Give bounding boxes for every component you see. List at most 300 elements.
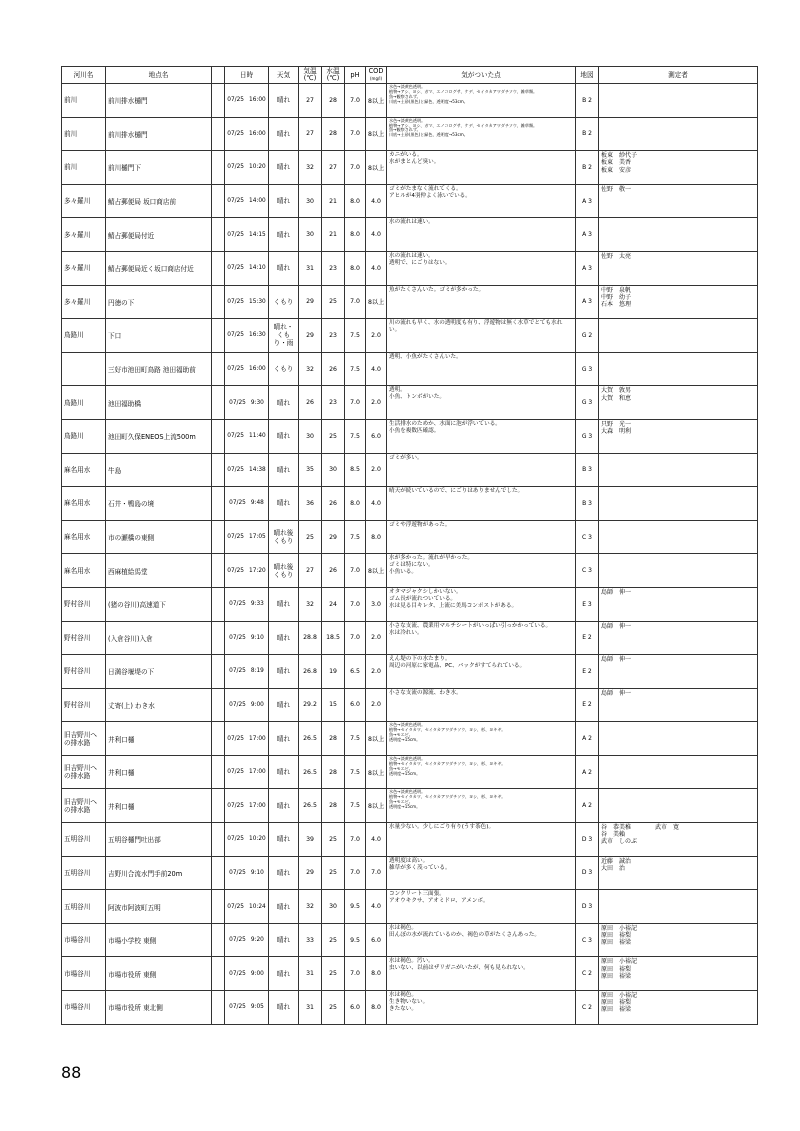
- time-value: 9:00: [250, 970, 264, 977]
- time-value: 17:00: [249, 769, 266, 776]
- observer-cell: [599, 184, 758, 218]
- river-name-cell: 野村谷川: [62, 655, 106, 689]
- header-notes: 気がついた点: [387, 67, 576, 84]
- site-name-cell: 三好市池田町鳥路 池田福助前: [106, 352, 212, 386]
- cod-cell: 8以上: [366, 722, 387, 756]
- river-name-cell: 前川: [62, 151, 106, 185]
- weather-cell: 晴れ: [269, 218, 299, 252]
- datetime-cell: [225, 755, 269, 789]
- river-name-cell: 麻名用水: [62, 453, 106, 487]
- map-cell: B 2: [576, 84, 599, 118]
- river-name-cell: 鳥路川: [62, 419, 106, 453]
- map-cell: A 3: [576, 184, 599, 218]
- observer-name: 板東 安彦: [601, 166, 632, 174]
- air-temp-cell: 29.2: [299, 688, 322, 722]
- ph-cell: 7.5: [345, 520, 366, 554]
- cod-cell: 7.0: [366, 856, 387, 890]
- ph-cell: 7.0: [345, 151, 366, 185]
- water-temp-cell: 28: [322, 755, 345, 789]
- datetime-cell: [225, 621, 269, 655]
- observer-name: 谷 美賴: [601, 831, 626, 839]
- site-name-cell: 丈寄(上) わき水: [106, 688, 212, 722]
- water-temp-cell: 25: [322, 285, 345, 319]
- datetime-cell: [225, 554, 269, 588]
- ph-cell: 8.5: [345, 453, 366, 487]
- date-value: 07/25: [227, 332, 244, 339]
- header-water-temp-label: 水温: [326, 67, 340, 75]
- map-cell: G 2: [576, 319, 599, 353]
- datetime-cell: [225, 823, 269, 857]
- air-temp-cell: 28.8: [299, 621, 322, 655]
- date-value: 07/25: [227, 366, 244, 373]
- ph-cell: 8.0: [345, 487, 366, 521]
- ph-cell: 7.5: [345, 722, 366, 756]
- river-name-cell: 麻名用水: [62, 554, 106, 588]
- ph-cell: 7.0: [345, 587, 366, 621]
- date-value: 07/25: [227, 735, 244, 742]
- blank-cell: [212, 890, 225, 924]
- notes-cell: ゴミがたまなく流れてくる。 アヒルが4羽仲よく泳いでいる。: [387, 184, 576, 218]
- observer-cell: [599, 957, 758, 991]
- weather-cell: 晴れ: [269, 856, 299, 890]
- header-datetime: 日時: [225, 67, 269, 84]
- site-name-cell: 池田町久保ENEOS上流500m: [106, 419, 212, 453]
- weather-cell: 晴れ: [269, 453, 299, 487]
- water-temp-cell: 25: [322, 923, 345, 957]
- observer-cell: [599, 251, 758, 285]
- river-name-cell: 五明谷川: [62, 890, 106, 924]
- table-row: [62, 184, 758, 218]
- observer-name: 島師 伸一: [601, 689, 632, 697]
- weather-cell: 晴れ: [269, 755, 299, 789]
- ph-cell: 7.0: [345, 117, 366, 151]
- observer-name: 原田 裕梁: [601, 1006, 632, 1014]
- blank-cell: [212, 923, 225, 957]
- air-temp-cell: 31: [299, 991, 322, 1025]
- time-value: 16:30: [249, 332, 266, 339]
- weather-cell: 晴れ: [269, 655, 299, 689]
- observer-name: 原田 小裕記: [601, 992, 638, 1000]
- observer-cell: [599, 554, 758, 588]
- weather-cell: 晴れ: [269, 957, 299, 991]
- map-cell: C 3: [576, 554, 599, 588]
- site-name-cell: 阿波市阿波町五明: [106, 890, 212, 924]
- river-name-cell: 市場谷川: [62, 957, 106, 991]
- header-cod-unit: (mg/l): [369, 76, 382, 81]
- site-name-cell: 吉野川合流水門手前20m: [106, 856, 212, 890]
- datetime-cell: [225, 890, 269, 924]
- date-value: 07/25: [227, 836, 244, 843]
- water-temp-cell: 18.5: [322, 621, 345, 655]
- blank-cell: [212, 554, 225, 588]
- observer-cell: [599, 688, 758, 722]
- river-name-cell: 市場谷川: [62, 923, 106, 957]
- datetime-cell: [225, 352, 269, 386]
- map-cell: C 3: [576, 923, 599, 957]
- weather-cell: 晴れ: [269, 789, 299, 823]
- river-name-cell: 多々羅川: [62, 251, 106, 285]
- weather-cell: 晴れ: [269, 386, 299, 420]
- notes-cell: 晴天が続いているので、にごりはありませんでした。: [387, 487, 576, 521]
- water-temp-cell: 28: [322, 722, 345, 756]
- notes-cell: 水色→淡黄色透明。 植物→セイタカワ、セイタカアワダチソウ、ヨシ、杉、ヨキギ。 魚→モエビ。 透明度→15cm。: [387, 789, 576, 823]
- cod-cell: 8以上: [366, 789, 387, 823]
- date-value: 07/25: [227, 298, 244, 305]
- weather-cell: 晴れ: [269, 823, 299, 857]
- header-water-temp: [322, 67, 345, 84]
- cod-cell: 2.0: [366, 688, 387, 722]
- ph-cell: 6.0: [345, 688, 366, 722]
- site-name-cell: 鯖占郵便局 坂口商店前: [106, 184, 212, 218]
- water-temp-cell: 25: [322, 823, 345, 857]
- date-value: 07/25: [229, 500, 246, 507]
- site-name-cell: 西麻植給馬堂: [106, 554, 212, 588]
- observer-cell: [599, 923, 758, 957]
- cod-cell: 2.0: [366, 386, 387, 420]
- river-name-cell: 旧吉野川への排水路: [62, 755, 106, 789]
- water-temp-cell: 30: [322, 890, 345, 924]
- blank-cell: [212, 117, 225, 151]
- site-name-cell: 鯖占郵便局付近: [106, 218, 212, 252]
- weather-cell: くもり: [269, 285, 299, 319]
- map-cell: D 3: [576, 856, 599, 890]
- weather-cell: 晴れ: [269, 251, 299, 285]
- cod-cell: 8以上: [366, 84, 387, 118]
- date-value: 07/25: [229, 701, 246, 708]
- header-site: 地点名: [106, 67, 212, 84]
- datetime-cell: [225, 184, 269, 218]
- water-temp-cell: 27: [322, 151, 345, 185]
- map-cell: C 2: [576, 957, 599, 991]
- air-temp-cell: 27: [299, 554, 322, 588]
- header-blank: [212, 67, 225, 84]
- cod-cell: 8以上: [366, 755, 387, 789]
- blank-cell: [212, 386, 225, 420]
- river-name-cell: 前川: [62, 117, 106, 151]
- page-number: 88: [61, 1063, 82, 1082]
- cod-cell: 4.0: [366, 251, 387, 285]
- cod-cell: 8以上: [366, 285, 387, 319]
- blank-cell: [212, 218, 225, 252]
- cod-cell: 4.0: [366, 184, 387, 218]
- water-temp-cell: 26: [322, 352, 345, 386]
- map-cell: A 3: [576, 218, 599, 252]
- date-value: 07/25: [227, 433, 244, 440]
- table-row: [62, 688, 758, 722]
- observer-name: 板東 美香: [601, 159, 632, 167]
- air-temp-cell: 30: [299, 218, 322, 252]
- air-temp-cell: 26: [299, 386, 322, 420]
- notes-cell: 透明度は高い。 雑草が多く茂っている。: [387, 856, 576, 890]
- notes-cell: 水の流れは速い。: [387, 218, 576, 252]
- notes-cell: オタマジャクシしかいない。 ゴム長が流れついている。 水は見る目キレタ、上流に美馬コンポストがある。: [387, 587, 576, 621]
- water-temp-cell: 25: [322, 957, 345, 991]
- river-name-cell: 多々羅川: [62, 184, 106, 218]
- time-value: 9:20: [250, 937, 264, 944]
- water-temp-cell: 19: [322, 655, 345, 689]
- date-value: 07/25: [227, 97, 244, 104]
- site-name-cell: 前川排水樋門: [106, 117, 212, 151]
- datetime-cell: [225, 487, 269, 521]
- notes-cell: 水は褐色。 田んぼの水が流れているのか、褐色の草がたくさんあった。: [387, 923, 576, 957]
- ph-cell: 7.5: [345, 789, 366, 823]
- datetime-cell: [225, 655, 269, 689]
- blank-cell: [212, 655, 225, 689]
- map-cell: E 2: [576, 621, 599, 655]
- observer-cell: [599, 84, 758, 118]
- observer-name: 原田 裕梨: [601, 965, 632, 973]
- time-value: 8:19: [250, 668, 264, 675]
- datetime-cell: [225, 688, 269, 722]
- time-value: 10:20: [249, 164, 266, 171]
- air-temp-cell: 32: [299, 151, 322, 185]
- table-row: [62, 923, 758, 957]
- water-temp-cell: 30: [322, 453, 345, 487]
- time-value: 17:00: [249, 802, 266, 809]
- datetime-cell: [225, 453, 269, 487]
- air-temp-cell: 26.5: [299, 722, 322, 756]
- cod-cell: 8以上: [366, 151, 387, 185]
- table-body: [62, 84, 758, 1025]
- table-row: [62, 957, 758, 991]
- date-value: 07/25: [229, 668, 246, 675]
- river-name-cell: 旧吉野川への排水路: [62, 789, 106, 823]
- header-air-temp-unit: (℃): [303, 74, 317, 82]
- observer-name: 佐野 敬一: [601, 185, 632, 193]
- map-cell: B 3: [576, 453, 599, 487]
- time-value: 14:00: [249, 198, 266, 205]
- air-temp-cell: 31: [299, 957, 322, 991]
- observer-cell: [599, 890, 758, 924]
- time-value: 10:20: [249, 836, 266, 843]
- weather-cell: 晴れ: [269, 991, 299, 1025]
- date-value: 07/25: [229, 869, 246, 876]
- weather-cell: 晴れ: [269, 587, 299, 621]
- river-name-cell: 五明谷川: [62, 823, 106, 857]
- notes-cell: 小さな支流、農業用マルチシートがいっぱい引っかかっている。 水は冷れい。: [387, 621, 576, 655]
- table-row: [62, 285, 758, 319]
- datetime-cell: [225, 856, 269, 890]
- notes-cell: 小さな支流の源流、わき水。: [387, 688, 576, 722]
- map-cell: B 2: [576, 151, 599, 185]
- notes-cell: 魚がたくさんいた。ゴミが多かった。: [387, 285, 576, 319]
- datetime-cell: [225, 319, 269, 353]
- table-row: [62, 487, 758, 521]
- weather-cell: くもり: [269, 352, 299, 386]
- river-name-cell: 多々羅川: [62, 218, 106, 252]
- river-name-cell: 鳥路川: [62, 319, 106, 353]
- water-temp-cell: 28: [322, 789, 345, 823]
- river-name-cell: 前川: [62, 84, 106, 118]
- time-value: 11:40: [249, 433, 266, 440]
- air-temp-cell: 36: [299, 487, 322, 521]
- observer-cell: [599, 991, 758, 1025]
- observer-name: 大田 治: [601, 864, 626, 872]
- date-value: 07/25: [229, 601, 246, 608]
- cod-cell: 2.0: [366, 655, 387, 689]
- datetime-cell: [225, 386, 269, 420]
- map-cell: A 2: [576, 755, 599, 789]
- observer-cell: [599, 487, 758, 521]
- table-row: [62, 621, 758, 655]
- river-name-cell: 麻名用水: [62, 487, 106, 521]
- map-cell: A 3: [576, 285, 599, 319]
- ph-cell: 6.5: [345, 655, 366, 689]
- date-value: 07/25: [227, 466, 244, 473]
- datetime-cell: [225, 789, 269, 823]
- air-temp-cell: 30: [299, 184, 322, 218]
- notes-cell: コンクリート三面張。 アオウキクサ、アオミドロ、アメンボ。: [387, 890, 576, 924]
- datetime-cell: [225, 218, 269, 252]
- notes-cell: 水量少ない。少しにごり有り(うす茶色)。: [387, 823, 576, 857]
- map-cell: B 2: [576, 117, 599, 151]
- table-row: [62, 419, 758, 453]
- table-row: [62, 991, 758, 1025]
- date-value: 07/25: [227, 265, 244, 272]
- ph-cell: 7.0: [345, 856, 366, 890]
- time-value: 9:30: [250, 399, 264, 406]
- header-weather: 天気: [269, 67, 299, 84]
- table-row: [62, 789, 758, 823]
- notes-cell: 水が多かった。流れが早かった。 ゴミは特にない。 小魚いる。: [387, 554, 576, 588]
- observer-name: 武市 しのぶ: [601, 838, 638, 846]
- observer-cell: [599, 319, 758, 353]
- date-value: 07/25: [229, 1004, 246, 1011]
- river-name-cell: 多々羅川: [62, 285, 106, 319]
- notes-cell: 生活排水のためか、水面に泡が浮いている。 小魚を複数匹確認。: [387, 419, 576, 453]
- date-value: 07/25: [229, 970, 246, 977]
- table-row: [62, 722, 758, 756]
- notes-cell: えん堤の下の水たまり。 周辺の河原に家電品、PC、バックがすてられている。: [387, 655, 576, 689]
- ph-cell: 6.0: [345, 991, 366, 1025]
- air-temp-cell: 25: [299, 520, 322, 554]
- map-cell: A 2: [576, 789, 599, 823]
- header-map: 地図: [576, 67, 599, 84]
- river-name-cell: 野村谷川: [62, 587, 106, 621]
- blank-cell: [212, 722, 225, 756]
- air-temp-cell: 30: [299, 419, 322, 453]
- table-row: [62, 151, 758, 185]
- observer-name: 原田 裕梁: [601, 939, 632, 947]
- site-name-cell: 池田福助橋: [106, 386, 212, 420]
- site-name-cell: 井利口樋: [106, 755, 212, 789]
- observer-name: 只野 光一: [601, 420, 632, 428]
- table-row: [62, 453, 758, 487]
- cod-cell: 8以上: [366, 117, 387, 151]
- observer-cell: [599, 789, 758, 823]
- observer-name: 原田 裕梨: [601, 999, 632, 1007]
- ph-cell: 7.0: [345, 957, 366, 991]
- map-cell: D 3: [576, 823, 599, 857]
- blank-cell: [212, 453, 225, 487]
- datetime-cell: [225, 957, 269, 991]
- site-name-cell: 市場市役所 東北側: [106, 991, 212, 1025]
- blank-cell: [212, 487, 225, 521]
- cod-cell: 2.0: [366, 319, 387, 353]
- river-name-cell: [62, 352, 106, 386]
- air-temp-cell: 32: [299, 587, 322, 621]
- observer-name: 大森 明利: [601, 428, 632, 436]
- map-cell: G 3: [576, 386, 599, 420]
- air-temp-cell: 26.8: [299, 655, 322, 689]
- observer-cell: [599, 755, 758, 789]
- time-value: 9:05: [250, 1004, 264, 1011]
- observer-cell: [599, 587, 758, 621]
- notes-cell: ゴミや浮遊物があった。: [387, 520, 576, 554]
- ph-cell: 7.5: [345, 352, 366, 386]
- time-value: 9:10: [250, 634, 264, 641]
- observer-name: 近藤 誠治: [601, 857, 632, 865]
- site-name-cell: 鯖占郵便局近く坂口商店付近: [106, 251, 212, 285]
- observer-cell: [599, 621, 758, 655]
- water-temp-cell: 24: [322, 587, 345, 621]
- date-value: 07/25: [227, 567, 244, 574]
- blank-cell: [212, 419, 225, 453]
- blank-cell: [212, 688, 225, 722]
- ph-cell: 7.0: [345, 386, 366, 420]
- time-value: 10:24: [249, 903, 266, 910]
- river-name-cell: 五明谷川: [62, 856, 106, 890]
- notes-cell: 透明。 小魚、トンボがいた。: [387, 386, 576, 420]
- air-temp-cell: 35: [299, 453, 322, 487]
- table-row: [62, 386, 758, 420]
- time-value: 9:48: [250, 500, 264, 507]
- map-cell: D 3: [576, 890, 599, 924]
- time-value: 16:00: [249, 97, 266, 104]
- observer-name: 大賀 和恵: [601, 394, 632, 402]
- table-row: [62, 520, 758, 554]
- time-value: 16:00: [249, 366, 266, 373]
- site-name-cell: 下口: [106, 319, 212, 353]
- header-ph: pH: [345, 67, 366, 84]
- datetime-cell: [225, 84, 269, 118]
- table-row: [62, 655, 758, 689]
- blank-cell: [212, 285, 225, 319]
- header-water-temp-unit: (℃): [326, 74, 340, 82]
- datetime-cell: [225, 117, 269, 151]
- river-name-cell: 野村谷川: [62, 621, 106, 655]
- site-name-cell: 円徳の下: [106, 285, 212, 319]
- ph-cell: 8.0: [345, 251, 366, 285]
- observer-cell: [599, 419, 758, 453]
- ph-cell: 7.0: [345, 285, 366, 319]
- river-name-cell: 野村谷川: [62, 688, 106, 722]
- table-row: [62, 319, 758, 353]
- ph-cell: 9.5: [345, 890, 366, 924]
- table-row: [62, 554, 758, 588]
- air-temp-cell: 29: [299, 285, 322, 319]
- water-temp-cell: 23: [322, 319, 345, 353]
- header-air-temp-label: 気温: [303, 67, 317, 75]
- blank-cell: [212, 621, 225, 655]
- observer-name: 島師 伸一: [601, 656, 632, 664]
- time-value: 9:10: [250, 869, 264, 876]
- water-temp-cell: 26: [322, 487, 345, 521]
- header-observer: 測定者: [599, 67, 758, 84]
- date-value: 07/25: [227, 802, 244, 809]
- cod-cell: 2.0: [366, 453, 387, 487]
- table-header: [62, 67, 758, 84]
- site-name-cell: 市場小学校 東側: [106, 923, 212, 957]
- observer-name: 谷 恭美稚 武市 寛: [601, 824, 680, 832]
- site-name-cell: 牛島: [106, 453, 212, 487]
- blank-cell: [212, 755, 225, 789]
- observer-name: 中野 幼子: [601, 293, 632, 301]
- ph-cell: 7.5: [345, 319, 366, 353]
- cod-cell: 8.0: [366, 957, 387, 991]
- weather-cell: 晴れ: [269, 621, 299, 655]
- air-temp-cell: 29: [299, 856, 322, 890]
